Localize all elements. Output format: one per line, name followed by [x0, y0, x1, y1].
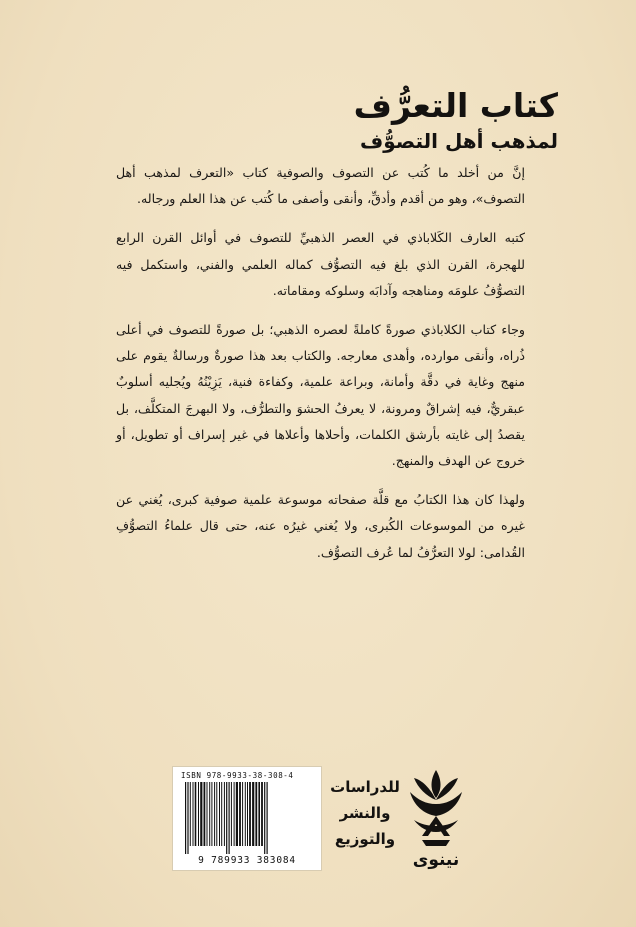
barcode-bar	[219, 782, 220, 846]
barcode-bar	[267, 782, 268, 854]
cover-header	[354, 86, 558, 154]
barcode-bar	[207, 782, 208, 846]
isbn-label: ISBN 978-9933-38-308-4	[181, 771, 294, 780]
barcode-bar	[185, 782, 186, 854]
blurb-paragraph-4: ولهذا كان هذا الكتابُ مع قلَّة صفحاته موسوعة علمية صوفية كبرى، يُغني عن غيره من الموسوعات الكُبرى، ولا يُغني غيرُه عنه، حتى قال علماءُ التصوُّفِ القُدامى: لولا التعرُّفُ لما عُرف التصوُّف.	[116, 492, 525, 560]
barcode-bar	[187, 782, 188, 854]
barcode-bar	[193, 782, 194, 846]
barcode-bar	[234, 782, 235, 846]
barcode-bar	[190, 782, 191, 846]
barcode-bar	[242, 782, 243, 846]
barcode-bar	[198, 782, 199, 846]
barcode-bar	[229, 782, 230, 854]
blurb-text	[116, 160, 525, 579]
barcode-bar	[249, 782, 251, 846]
barcode-bar	[195, 782, 197, 846]
publisher-logo	[400, 766, 472, 871]
barcode-bar	[226, 782, 227, 854]
barcode-bar	[204, 782, 206, 846]
barcode-bars-icon	[183, 782, 313, 854]
publisher-tagline	[330, 774, 400, 866]
publisher-line-1: للدراسات	[330, 778, 400, 796]
barcode-bar	[224, 782, 225, 846]
barcode-bar	[214, 782, 215, 846]
publisher-name: نينوى	[412, 850, 460, 870]
cover-footer	[172, 766, 472, 871]
barcode-bar	[239, 782, 241, 846]
blurb-paragraph-2: كتبه العارف الكَلاباذي في العصر الذهبيِّ للتصوف في أوائل القرن الرابع للهجرة، القرن الذي بلغ فيه التصوُّف كماله العلمي والفني، واستكمل فيه التصوُّفُ علومَه ومناهجه وآدابَه وسلوكه ومقاماته.	[116, 230, 525, 298]
barcode-bar	[264, 782, 265, 854]
barcode	[172, 766, 322, 871]
blurb-paragraph-3: وجاء كتاب الكلاباذي صورةً كاملةً لعصره الذهبي؛ بل صورةً للتصوف في أعلى ذُراه، وأنقى موارده، وأهدى معارجه. والكتاب بعد هذا صورةٌ ورسالةٌ يقوم على منهج وغاية في دقَّة وأمانة، وبراعة علمية، وكفاءة فنية، يَزِيْنُهُ ويُجليه أسلوبٌ عبقريٌّ، فيه إشراقٌ ومرونة، لا يعرفُ الحشوَ والتطرُّف، ولا البهرجَ المتكلَّف، بل يقصدُ إلى غايته بأرشق الكلمات، وأحلاها وأعلاها في غير إسراف أو تطويل، أو خروج عن الهدف والمنهج.	[116, 322, 525, 469]
barcode-bar	[236, 782, 238, 846]
book-subtitle: لمذهب أهل التصوُّف	[359, 129, 558, 153]
barcode-bar	[261, 782, 263, 846]
publisher-line-3: والتوزيع	[334, 830, 396, 848]
ninawa-logo-icon	[400, 766, 472, 850]
barcode-bar	[200, 782, 202, 846]
barcode-bar	[245, 782, 246, 846]
barcode-bar	[231, 782, 232, 846]
blurb-paragraph-1: إنَّ من أخلد ما كُتب عن التصوف والصوفية كتاب «التعرف لمذهب أهل التصوف»، وهو من أقدم وأدقِّ، وأنقى وأصفى ما كُتب عن هذا العلم ورجاله.	[116, 165, 525, 207]
barcode-bar	[221, 782, 222, 846]
isbn-digits: 9 789933 383084	[198, 855, 296, 866]
barcode-bar	[211, 782, 212, 846]
publisher-line-2: والنشر	[339, 804, 391, 822]
barcode-bar	[209, 782, 210, 846]
barcode-bar	[216, 782, 217, 846]
barcode-bar	[252, 782, 254, 846]
barcode-bar	[255, 782, 257, 846]
book-title: كتاب التعرُّف	[353, 86, 558, 125]
barcode-bar	[247, 782, 248, 846]
barcode-bar	[258, 782, 260, 846]
